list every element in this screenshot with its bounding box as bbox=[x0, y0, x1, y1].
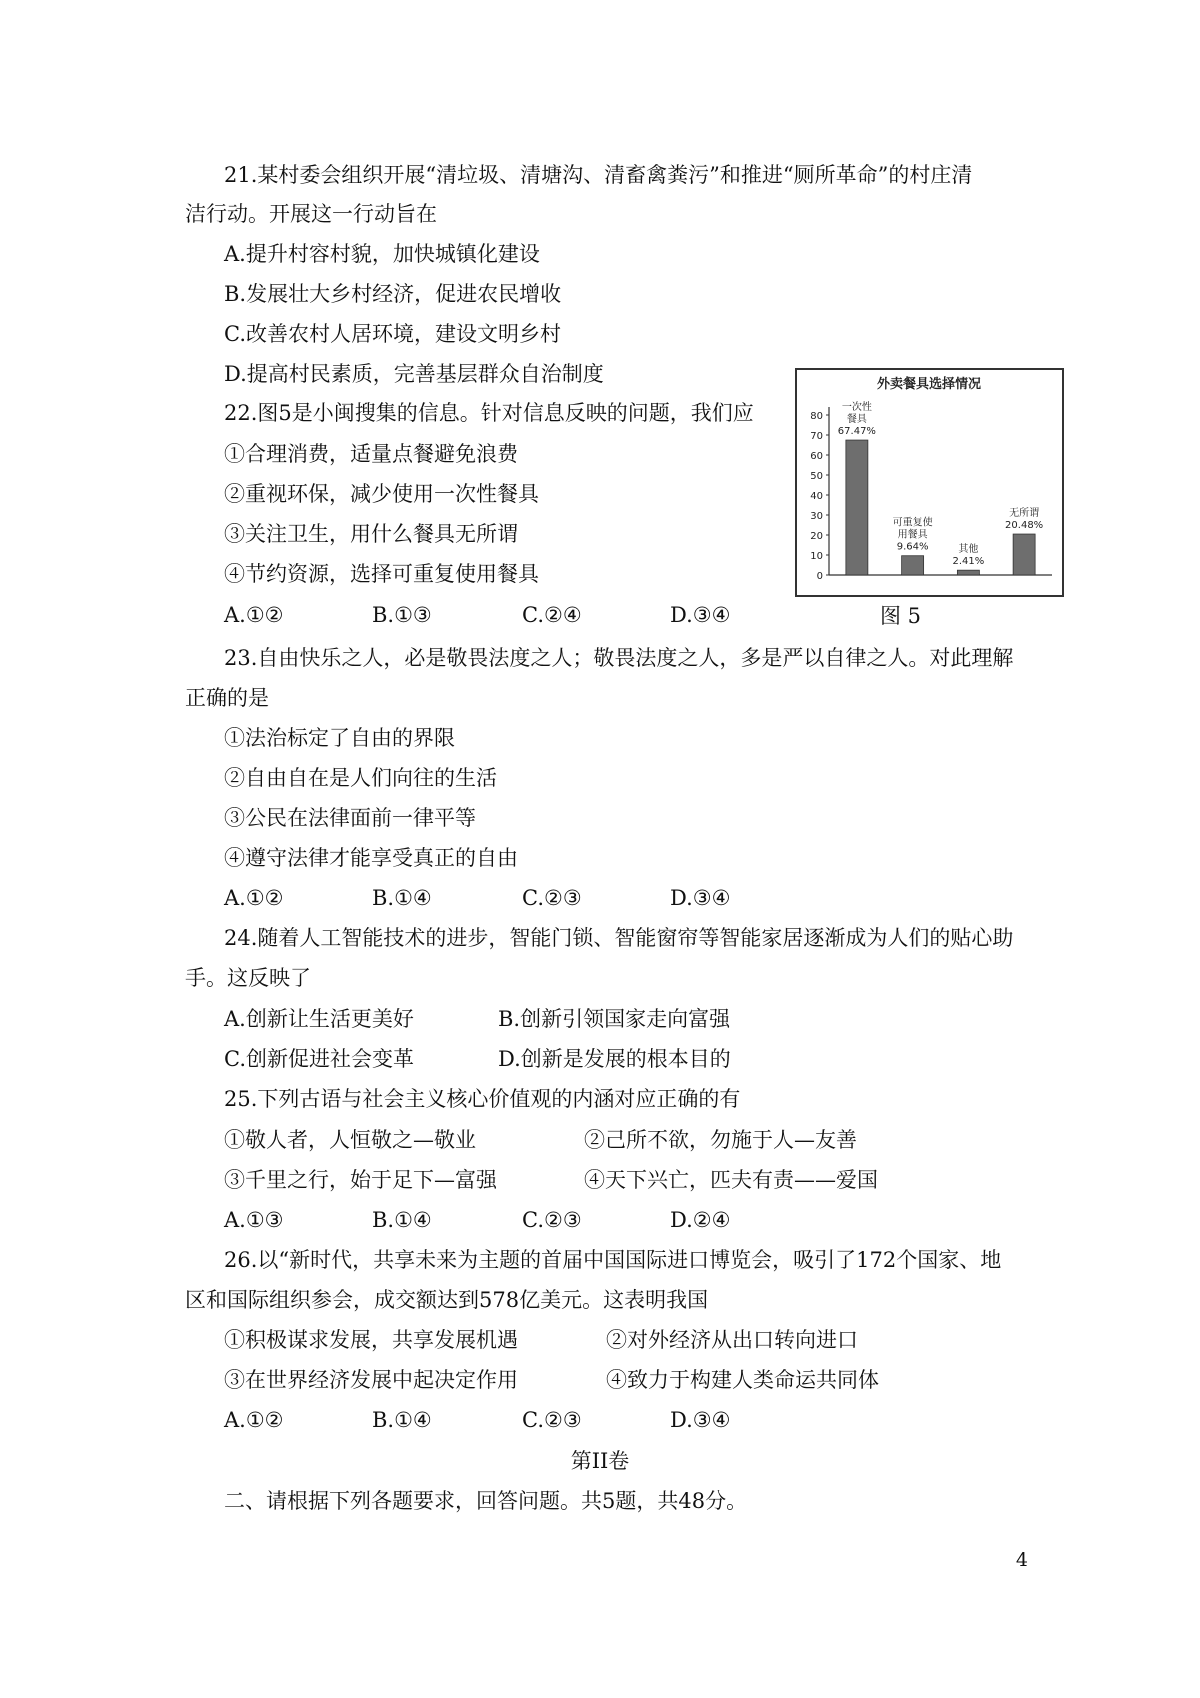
q22-stem: 22.图5是小闽搜集的信息。针对信息反映的问题，我们应 bbox=[224, 401, 754, 425]
section-instruction: 二、请根据下列各题要求，回答问题。共5题，共48分。 bbox=[224, 1489, 748, 1513]
bar-chart-svg bbox=[797, 370, 1062, 595]
q25-statement-3: ③千里之行，始于足下—富强 bbox=[224, 1168, 497, 1192]
bar-3 bbox=[957, 570, 979, 575]
q25-statement-4: ④天下兴亡，匹夫有责——爱国 bbox=[584, 1168, 878, 1192]
q24-option-b: B.创新引领国家走向富强 bbox=[498, 1007, 731, 1031]
chart-title: 外卖餐具选择情况 bbox=[876, 377, 982, 392]
q22-statement-1: ①合理消费，适量点餐避免浪费 bbox=[224, 442, 518, 466]
q23-option-d: D.③④ bbox=[670, 886, 731, 910]
y-tick-label: 60 bbox=[810, 451, 823, 462]
q21-option-c: C.改善农村人居环境，建设文明乡村 bbox=[224, 322, 561, 346]
q23-statement-2: ②自由自在是人们向往的生活 bbox=[224, 766, 497, 790]
category-label: 其他 bbox=[958, 544, 979, 556]
q25-option-b: B.①④ bbox=[372, 1208, 432, 1232]
q26-statement-4: ④致力于构建人类命运共同体 bbox=[606, 1368, 879, 1392]
category-label: 餐具 bbox=[846, 414, 867, 426]
category-label: 可重复使 bbox=[892, 517, 933, 529]
q23-option-b: B.①④ bbox=[372, 886, 432, 910]
q23-option-a: A.①② bbox=[224, 886, 284, 910]
y-tick-label: 40 bbox=[810, 491, 823, 502]
q25-option-a: A.①③ bbox=[224, 1208, 284, 1232]
y-tick-label: 30 bbox=[810, 511, 823, 522]
q24-option-d: D.创新是发展的根本目的 bbox=[498, 1047, 731, 1071]
q23-option-c: C.②③ bbox=[522, 886, 582, 910]
q22-option-d: D.③④ bbox=[670, 603, 731, 627]
q23-statement-1: ①法治标定了自由的界限 bbox=[224, 726, 455, 750]
y-tick-label: 10 bbox=[810, 551, 823, 562]
q24-stem-line2: 手。这反映了 bbox=[185, 966, 311, 990]
data-label: 67.47% bbox=[837, 426, 876, 438]
section-title: 第II卷 bbox=[570, 1449, 630, 1473]
q26-stem-line2: 区和国际组织参会，成交额达到578亿美元。这表明我国 bbox=[185, 1288, 709, 1312]
category-label: 一次性 bbox=[841, 402, 872, 414]
q26-stem-line1: 26.以“新时代，共享未来为主题的首届中国国际进口博览会，吸引了172个国家、地 bbox=[224, 1248, 1002, 1272]
data-label: 20.48% bbox=[1005, 520, 1044, 532]
y-tick-label: 50 bbox=[810, 471, 823, 482]
q22-statement-3: ③关注卫生，用什么餐具无所谓 bbox=[224, 522, 518, 546]
q25-statement-2: ②己所不欲，勿施于人—友善 bbox=[584, 1128, 857, 1152]
q26-statement-1: ①积极谋求发展，共享发展机遇 bbox=[224, 1328, 518, 1352]
q21-option-b: B.发展壮大乡村经济，促进农民增收 bbox=[224, 282, 562, 306]
y-tick-label: 0 bbox=[816, 571, 823, 582]
category-label: 无所谓 bbox=[1009, 508, 1040, 520]
category-label: 用餐具 bbox=[897, 529, 928, 541]
y-tick-label: 20 bbox=[810, 531, 823, 542]
y-tick-label: 80 bbox=[810, 411, 823, 422]
q21-option-a: A.提升村容村貌，加快城镇化建设 bbox=[224, 242, 540, 266]
q26-statement-3: ③在世界经济发展中起决定作用 bbox=[224, 1368, 518, 1392]
q24-option-a: A.创新让生活更美好 bbox=[224, 1007, 414, 1031]
bar-1 bbox=[846, 440, 868, 575]
q26-option-b: B.①④ bbox=[372, 1408, 432, 1432]
q26-option-a: A.①② bbox=[224, 1408, 284, 1432]
page-number: 4 bbox=[1015, 1549, 1028, 1571]
q22-statement-2: ②重视环保，减少使用一次性餐具 bbox=[224, 482, 539, 506]
q26-option-d: D.③④ bbox=[670, 1408, 731, 1432]
figure-5-chart bbox=[795, 368, 1064, 597]
q23-stem-line2: 正确的是 bbox=[185, 686, 269, 710]
q25-option-c: C.②③ bbox=[522, 1208, 582, 1232]
q25-stem: 25.下列古语与社会主义核心价值观的内涵对应正确的有 bbox=[224, 1087, 741, 1111]
q22-option-a: A.①② bbox=[224, 603, 284, 627]
figure-caption: 图 5 bbox=[880, 604, 922, 628]
q23-stem-line1: 23.自由快乐之人，必是敬畏法度之人；敬畏法度之人，多是严以自律之人。对此理解 bbox=[224, 646, 1014, 670]
q21-stem-line2: 洁行动。开展这一行动旨在 bbox=[185, 202, 437, 226]
y-tick-label: 70 bbox=[810, 431, 823, 442]
q22-option-c: C.②④ bbox=[522, 603, 582, 627]
q23-statement-4: ④遵守法律才能享受真正的自由 bbox=[224, 846, 518, 870]
q21-option-d: D.提高村民素质，完善基层群众自治制度 bbox=[224, 362, 604, 386]
data-label: 2.41% bbox=[952, 556, 985, 568]
q26-statement-2: ②对外经济从出口转向进口 bbox=[606, 1328, 858, 1352]
q25-option-d: D.②④ bbox=[670, 1208, 731, 1232]
bar-2 bbox=[902, 556, 924, 575]
q26-option-c: C.②③ bbox=[522, 1408, 582, 1432]
q22-option-b: B.①③ bbox=[372, 603, 432, 627]
q21-stem-line1: 21.某村委会组织开展“清垃圾、清塘沟、清畜禽粪污”和推进“厕所革命”的村庄清 bbox=[224, 163, 973, 187]
q23-statement-3: ③公民在法律面前一律平等 bbox=[224, 806, 476, 830]
q24-stem-line1: 24.随着人工智能技术的进步，智能门锁、智能窗帘等智能家居逐渐成为人们的贴心助 bbox=[224, 926, 1014, 950]
data-label: 9.64% bbox=[896, 541, 929, 553]
bar-4 bbox=[1013, 534, 1035, 575]
q25-statement-1: ①敬人者，人恒敬之—敬业 bbox=[224, 1128, 476, 1152]
q22-statement-4: ④节约资源，选择可重复使用餐具 bbox=[224, 562, 539, 586]
q24-option-c: C.创新促进社会变革 bbox=[224, 1047, 414, 1071]
